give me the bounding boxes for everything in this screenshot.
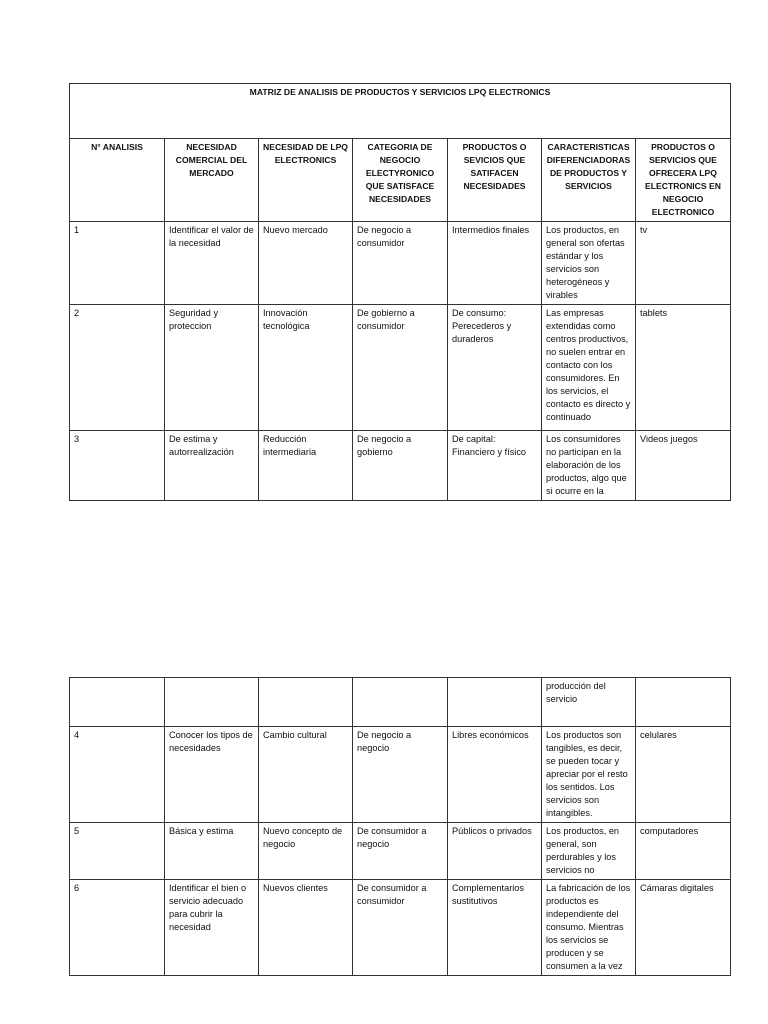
- table-cell: [165, 678, 259, 727]
- table-row: [70, 431, 731, 501]
- header-cell: CARACTERISTICAS DIFERENCIADORAS DE PRODUCTOS Y SERVICIOS: [542, 139, 636, 222]
- table-cell: celulares: [636, 727, 731, 823]
- table-cell: Identificar el valor de la necesidad: [165, 222, 259, 305]
- table-cell: 2: [70, 305, 165, 431]
- table-cell: Intermedios finales: [448, 222, 542, 305]
- table-row: [70, 305, 731, 431]
- table-cell: [353, 678, 448, 727]
- title-row: [70, 84, 731, 139]
- table-cell: [636, 678, 731, 727]
- table-title: MATRIZ DE ANALISIS DE PRODUCTOS Y SERVICIOS LPQ ELECTRONICS: [70, 84, 731, 139]
- header-cell: NECESIDAD DE LPQ ELECTRONICS: [259, 139, 353, 222]
- table-row: [70, 678, 731, 727]
- table-cell: La fabricación de los productos es independiente del consumo. Mientras los servicios se producen y se consumen a la vez: [542, 880, 636, 976]
- table-cell: tablets: [636, 305, 731, 431]
- table-row: [70, 880, 731, 976]
- header-cell: PRODUCTOS O SEVICIOS QUE SATIFACEN NECESIDADES: [448, 139, 542, 222]
- header-row: [70, 139, 731, 222]
- table-cell: De negocio a gobierno: [353, 431, 448, 501]
- header-cell: NECESIDAD COMERCIAL DEL MERCADO: [165, 139, 259, 222]
- table-cell: Las empresas extendidas como centros productivos, no suelen entrar en contacto con los consumidores. En los servicios, el contacto es directo y continuado: [542, 305, 636, 431]
- table-cell: De consumidor a consumidor: [353, 880, 448, 976]
- table-cell: Identificar el bien o servicio adecuado para cubrir la necesidad: [165, 880, 259, 976]
- table-cell: producción del servicio: [542, 678, 636, 727]
- table-cell: Innovación tecnológica: [259, 305, 353, 431]
- table-cell: tv: [636, 222, 731, 305]
- table-cell: Los productos, en general, son perdurables y los servicios no: [542, 823, 636, 880]
- header-cell: N° ANALISIS: [70, 139, 165, 222]
- table-cell: Libres económicos: [448, 727, 542, 823]
- table-cell: Conocer los tipos de necesidades: [165, 727, 259, 823]
- analysis-matrix-table-continued: [69, 677, 731, 976]
- table-cell: Nuevos clientes: [259, 880, 353, 976]
- table-cell: 4: [70, 727, 165, 823]
- table-cell: De consumidor a negocio: [353, 823, 448, 880]
- table-cell: Los productos son tangibles, es decir, se pueden tocar y apreciar por el resto los sentidos. Los servicios son intangibles.: [542, 727, 636, 823]
- table-cell: Los productos, en general son ofertas estándar y los servicios son heterogéneos y virables: [542, 222, 636, 305]
- header-cell: PRODUCTOS O SERVICIOS QUE OFRECERA LPQ ELECTRONICS EN NEGOCIO ELECTRONICO: [636, 139, 731, 222]
- table-row: [70, 222, 731, 305]
- table-cell: De negocio a consumidor: [353, 222, 448, 305]
- table-cell: Nuevo mercado: [259, 222, 353, 305]
- table-row: [70, 823, 731, 880]
- table-cell: De estima y autorrealización: [165, 431, 259, 501]
- table-cell: 1: [70, 222, 165, 305]
- table-row: [70, 727, 731, 823]
- table-cell: [70, 678, 165, 727]
- table-cell: Complementarios sustitutivos: [448, 880, 542, 976]
- table-cell: Públicos o privados: [448, 823, 542, 880]
- table-cell: [448, 678, 542, 727]
- header-cell: CATEGORIA DE NEGOCIO ELECTYRONICO QUE SATISFACE NECESIDADES: [353, 139, 448, 222]
- table-cell: Seguridad y proteccion: [165, 305, 259, 431]
- table-cell: Básica y estima: [165, 823, 259, 880]
- table-cell: [259, 678, 353, 727]
- table-cell: Cámaras digitales: [636, 880, 731, 976]
- table-cell: Nuevo concepto de negocio: [259, 823, 353, 880]
- table-cell: 3: [70, 431, 165, 501]
- analysis-matrix-table: [69, 83, 731, 501]
- table-cell: 5: [70, 823, 165, 880]
- table-cell: De capital: Financiero y físico: [448, 431, 542, 501]
- table-cell: Cambio cultural: [259, 727, 353, 823]
- table-cell: computadores: [636, 823, 731, 880]
- table-cell: De negocio a negocio: [353, 727, 448, 823]
- table-cell: Los consumidores no participan en la elaboración de los productos, algo que si ocurre en la: [542, 431, 636, 501]
- table-cell: Videos juegos: [636, 431, 731, 501]
- table-cell: De consumo: Perecederos y duraderos: [448, 305, 542, 431]
- table-cell: 6: [70, 880, 165, 976]
- table-cell: Reducción intermediaria: [259, 431, 353, 501]
- table-cell: De gobierno a consumidor: [353, 305, 448, 431]
